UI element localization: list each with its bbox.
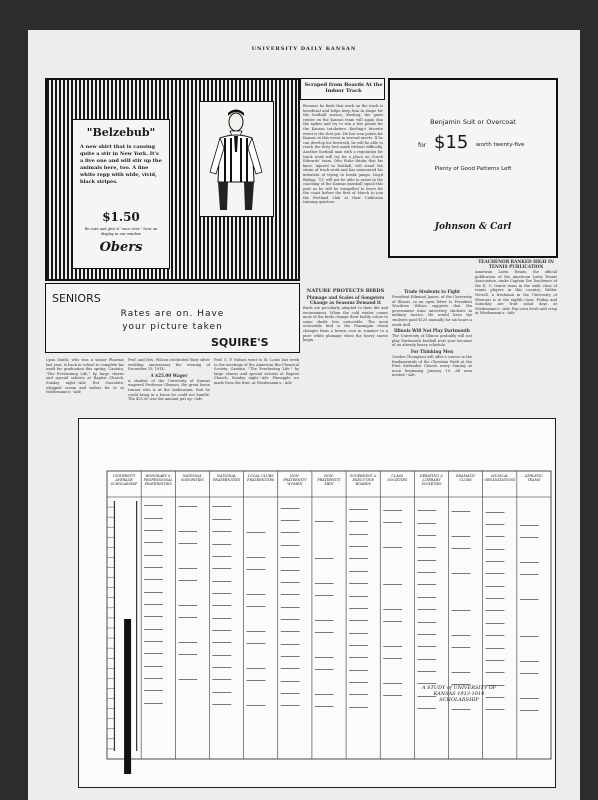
chart-entry-mark (417, 634, 436, 635)
chart-entry-mark (178, 543, 197, 544)
chart-entry-mark (349, 694, 368, 695)
chart-column-label: ATHLETIC TEAMS (524, 474, 544, 482)
chart-entry-mark (452, 610, 471, 611)
chart-entry-mark (144, 678, 163, 679)
birds-title: NATURE PROTECTS BIRDS (306, 288, 385, 294)
chart-entry-mark (417, 646, 436, 647)
chart-entry-mark (486, 610, 505, 611)
chart-entry-mark (178, 654, 197, 655)
chart-entry-mark (178, 605, 197, 606)
chart-entry-mark (144, 579, 163, 580)
chart-entry-mark (178, 568, 197, 569)
scale-line (136, 501, 137, 751)
chart-column-label: NATIONAL SORORITIES (181, 474, 204, 482)
seniors-title: SENIORS (52, 292, 101, 305)
news-column-middle (392, 288, 472, 408)
chart-column-label: LOCAL CLUBS FRATERNITIES (247, 474, 275, 482)
chart-entry-mark (315, 706, 334, 707)
chart-entry-mark (452, 573, 471, 574)
teachenor-article (475, 258, 557, 408)
chart-entry-mark (349, 682, 368, 683)
chart-entry-mark (486, 561, 505, 562)
chart-entry-mark (144, 703, 163, 704)
chart-entry-mark (144, 616, 163, 617)
chart-entry-mark (212, 506, 231, 507)
chart-entry-mark (315, 521, 334, 522)
chart-entry-mark (383, 522, 402, 523)
chart-entry-mark (349, 608, 368, 609)
chart-entry-mark (349, 546, 368, 547)
chart-column-label: DRAMATIC CLUBS (455, 474, 476, 482)
chart-entry-mark (247, 680, 266, 681)
newspaper-page (28, 30, 580, 800)
chart-entry-mark (212, 605, 231, 606)
chart-entry-mark (452, 709, 471, 710)
chart-entry-mark (281, 607, 300, 608)
chart-entry-mark (383, 658, 402, 659)
chart-entry-mark (486, 623, 505, 624)
chart-entry-mark (486, 512, 505, 513)
chart-entry-mark (349, 633, 368, 634)
chart-entry-mark (417, 622, 436, 623)
chart-entry-mark (383, 621, 402, 622)
benjamin-price: $15 (434, 132, 469, 153)
chart-entry-mark (178, 617, 197, 618)
teachenor-body: American Lawn Tennis, the official publication of the American Lawn Tennis Association, ranks Captain Dix Teachenor of the K. U. tennis team in the sixth class of tennis players in this country. Walter Newell, a freshman in the University of Missouri is in the eighth class. Friday and Saturday are fruit salad days at Wiedemann's.--Adv. Pop-corn fresh and crisp at Wiedemann's.--Adv. (475, 270, 557, 316)
chart-entry-mark (212, 692, 231, 693)
chart-entry-mark (144, 592, 163, 593)
chart-entry-mark (212, 618, 231, 619)
chart-entry-mark (349, 645, 368, 646)
chart-column-label: NON-FRATERNITY MEN (317, 474, 341, 486)
chart-column-label: GOVERNING & EXECUTIVE BOARDS (349, 474, 377, 486)
chart-entry-mark (486, 536, 505, 537)
birds-subtitle: Plumage and Scales of Songsters Change as Seasons Demand It (306, 295, 385, 305)
chart-entry-mark (383, 510, 402, 511)
chart-entry-mark (247, 594, 266, 595)
chart-entry-mark (144, 666, 163, 667)
chart-entry-mark (144, 518, 163, 519)
chart-entry-mark (281, 631, 300, 632)
chart-entry-mark (281, 582, 300, 583)
benjamin-worth: worth twenty-five (476, 142, 525, 148)
chart-entry-mark (315, 632, 334, 633)
chart-column-label: CLASS SOCIETIES (387, 474, 408, 482)
boards-article-title: Scraped from Boards At the Indoor Track (304, 82, 383, 94)
chart-entry-mark (417, 683, 436, 684)
chart-entry-mark (520, 710, 539, 711)
belzebub-body: A new shirt that is causing quite a stir in New York. It's a live one and will stir up the animals here, too. A fine white repp with wide, vivid, black stripes. (80, 144, 162, 185)
chart-entry-mark (417, 523, 436, 524)
chart-entry-mark (281, 594, 300, 595)
chart-entry-mark (417, 535, 436, 536)
chart-entry-mark (452, 635, 471, 636)
chart-entry-mark (281, 532, 300, 533)
seniors-line1: Rates are on. Have (120, 309, 225, 319)
chart-entry-mark (349, 534, 368, 535)
chart-entry-mark (349, 521, 368, 522)
chart-entry-mark (144, 641, 163, 642)
chart-entry-mark (417, 671, 436, 672)
chart-entry-mark (212, 630, 231, 631)
belzebub-ad-panel (72, 119, 170, 269)
chart-entry-mark (486, 635, 505, 636)
trade-title: Trade Students to Fight (404, 289, 460, 294)
chart-entry-mark (281, 681, 300, 682)
chart-entry-mark (486, 573, 505, 574)
chart-entry-mark (315, 595, 334, 596)
chart-entry-mark (383, 683, 402, 684)
chart-entry-mark (417, 597, 436, 598)
chart-entry-mark (452, 511, 471, 512)
chart-entry-mark (212, 556, 231, 557)
chart-entry-mark (212, 581, 231, 582)
lower-column-3: Prof. C. F. Nelson went to St. Louis last week to the meetings of the American Bio-Chemical Society. Cantata, "The Everlasting Life," by large chorus and special soloists at Baptist Church, Sunday night.--Adv. Pineapple ice made from the fruit, at Wiedemann's.--Adv. (214, 358, 299, 385)
wager-title: A $25.00 Wager (150, 372, 188, 378)
chart-column-label: NON-FRATERNITY WOMEN (283, 474, 307, 486)
chart-entry-mark (520, 525, 539, 526)
chart-entry-mark (281, 668, 300, 669)
chart-entry-mark (417, 547, 436, 548)
chart-entry-mark (281, 520, 300, 521)
scale-line (114, 501, 115, 751)
chart-entry-mark (281, 656, 300, 657)
chart-entry-mark (212, 655, 231, 656)
chart-entry-mark (247, 532, 266, 533)
chart-entry-mark (212, 679, 231, 680)
chart-entry-mark (452, 536, 471, 537)
chart-entry-mark (349, 620, 368, 621)
chart-column-label: NATIONAL FRATERNITIES (212, 474, 241, 482)
chart-entry-mark (486, 648, 505, 649)
chart-title: A STUDY of UNIVERSITY OF KANSAS 1913-1914 SCHOLARSHIP (421, 685, 497, 703)
chart-entry-mark (417, 708, 436, 709)
chart-entry-mark (486, 524, 505, 525)
chart-entry-mark (281, 693, 300, 694)
chart-column-label: HONORARY & PROFESSIONAL FRATERNITIES (143, 474, 173, 486)
chart-entry-mark (383, 695, 402, 696)
chart-entry-mark (349, 670, 368, 671)
chart-entry-mark (247, 569, 266, 570)
chart-entry-mark (486, 660, 505, 661)
benjamin-ad (388, 78, 558, 258)
boards-article-body: Because he finds that work on the track is beneficial and helps keep him in shape for the football season, Keeling, the giant center on the Kansas team will again don the spikes and try to win a few points for the Kansas tracksters. Keeling's favorite event is the shot put. He has won points for Kansas in this event in several meets. If he can develop his footwork, he will be able to reach the forty foot mark without difficulty. Another football man with a reputation for track work will try for a place on Coach Edwards' team. Otto Fiske thinks that his knee, injured in football, will stand the strain of track work and has announced his intention of trying to break jumps. Lloyd Bishop, '13, will not be able to assist in the coaching of the Kansas baseball squad this year as he will be compelled to leave for the coast before the first of March to join the Portland club at their California training quarters. (303, 104, 383, 205)
chart-entry-mark (349, 571, 368, 572)
chart-entry-mark (247, 668, 266, 669)
chart-entry-mark (486, 586, 505, 587)
belzebub-fine-print: Be sure and give it "once over." Now on display in our window (84, 227, 158, 236)
chart-column-label: MUSICAL ORGANIZATIONS (484, 474, 516, 482)
chart-entry-mark (486, 672, 505, 673)
lower-column-2 (128, 358, 210, 413)
chart-entry-mark (520, 698, 539, 699)
chart-entry-mark (315, 558, 334, 559)
university-average-bar (124, 619, 131, 774)
chart-entry-mark (520, 673, 539, 674)
wager-body: A student of the University of Kansas wagered Professor Gleason, the great horse trainer who is at the Auditorium, that he could bring in a horse he could not handle. The $25.00 was the amount put up.--Adv. (128, 378, 210, 402)
chart-entry-mark (144, 555, 163, 556)
man-in-shirt-icon (200, 102, 273, 216)
chart-entry-mark (144, 653, 163, 654)
chart-entry-mark (520, 537, 539, 538)
teachenor-title: TEACHENOR RANKED HIGH IN TENNIS PUBLICATION (478, 259, 554, 269)
chart-entry-mark (212, 531, 231, 532)
trade-body: President Edmund James, of the University of Illinois, in an open letter to President Woodrow Wilson suggests that the government train university students in military tactics. He would have the students paid $120 annually for six hours a week drill. (392, 295, 472, 327)
chart-entry-mark (178, 531, 197, 532)
chart-entry-mark (212, 519, 231, 520)
belzebub-price: $1.50 (102, 210, 140, 224)
chart-entry-mark (417, 609, 436, 610)
chart-entry-mark (281, 508, 300, 509)
benjamin-line2: Plenty of Good Patterns Left (434, 166, 512, 172)
chart-entry-mark (247, 606, 266, 607)
chart-entry-mark (520, 636, 539, 637)
chart-entry-mark (315, 657, 334, 658)
chart-entry-mark (144, 567, 163, 568)
benjamin-title: Benjamin Suit or Overcoat (430, 118, 516, 126)
illini-body: The University of Illinois probably will not play Dartmouth football next year because of an already heavy schedule. (392, 334, 472, 348)
chart-entry-mark (212, 544, 231, 545)
thinking-title: For Thinking Men (410, 348, 454, 354)
chart-entry-mark (281, 619, 300, 620)
belzebub-title: "Belzebub" (86, 126, 156, 139)
chart-column-label: UNIVERSITY AVERAGE SCHOLARSHIP (110, 474, 138, 486)
chart-entry-mark (212, 667, 231, 668)
chart-entry-mark (349, 583, 368, 584)
chart-entry-mark (212, 593, 231, 594)
birds-article (303, 288, 388, 408)
chart-entry-mark (349, 596, 368, 597)
chart-entry-mark (144, 542, 163, 543)
chart-entry-mark (417, 584, 436, 585)
chart-entry-mark (144, 629, 163, 630)
chart-entry-mark (247, 631, 266, 632)
chart-entry-mark (486, 549, 505, 550)
chart-entry-mark (315, 694, 334, 695)
chart-entry-mark (212, 642, 231, 643)
chart-entry-mark (520, 562, 539, 563)
chart-entry-mark (281, 705, 300, 706)
chart-entry-mark (281, 557, 300, 558)
boards-article-head-box (300, 78, 385, 100)
chart-entry-mark (315, 583, 334, 584)
chart-entry-mark (520, 599, 539, 600)
wilcox-body: Prof. and Mrs. Wilcox celebrated their silver wedding anniversary the evening of December 19, 1914. (128, 358, 210, 372)
chart-entry-mark (520, 661, 539, 662)
chart-entry-mark (144, 530, 163, 531)
squires-logo: SQUIRE'S (211, 336, 269, 349)
chart-entry-mark (417, 659, 436, 660)
chart-entry-mark (417, 572, 436, 573)
chart-entry-mark (383, 584, 402, 585)
chart-entry-mark (315, 620, 334, 621)
chart-entry-mark (383, 547, 402, 548)
chart-entry-mark (349, 509, 368, 510)
chart-entry-mark (486, 709, 505, 710)
chart-entry-mark (212, 704, 231, 705)
chart-entry-mark (178, 679, 197, 680)
thinking-body: Gordon Thompson will offer a course in the fundamentals of the Christian Faith at the First Methodist Church every Sunday at noon beginning January 10. All men invited.--Adv. (392, 354, 472, 378)
chart-entry-mark (452, 647, 471, 648)
johnson-carl-logo: Johnson & Carl (434, 222, 512, 232)
seniors-ad (45, 283, 300, 353)
chart-entry-mark (144, 505, 163, 506)
chart-entry-mark (144, 690, 163, 691)
birds-body: Birds are peculiarly adapted to their life and environment. When the cold winter comes most of the birds change their bodily colors to some shade less noticeable. The most noticeable bird is the Ptarmigan which changes from a brown coat in summer to a pure white plumage when the heavy snows begin. (303, 306, 388, 343)
chart-entry-mark (144, 604, 163, 605)
chart-entry-mark (247, 557, 266, 558)
chart-entry-mark (281, 545, 300, 546)
chart-entry-mark (349, 657, 368, 658)
chart-entry-mark (417, 560, 436, 561)
chart-entry-mark (520, 574, 539, 575)
chart-entry-mark (281, 644, 300, 645)
chart-entry-mark (212, 568, 231, 569)
chart-entry-mark (315, 669, 334, 670)
belzebub-ad (45, 78, 300, 281)
man-illustration (199, 101, 274, 217)
chart-column-label: DEBATING & LITERARY SOCIETIES (419, 474, 444, 486)
benjamin-for: for (418, 142, 427, 149)
seniors-line2: your picture taken (122, 322, 223, 332)
chart-entry-mark (452, 548, 471, 549)
chart-entry-mark (247, 705, 266, 706)
chart-entry-mark (417, 510, 436, 511)
chart-frame (107, 471, 551, 759)
chart-entry-mark (178, 506, 197, 507)
chart-entry-mark (247, 643, 266, 644)
chart-entry-mark (383, 609, 402, 610)
running-head: UNIVERSITY DAILY KANSAN (251, 46, 357, 52)
chart-entry-mark (452, 672, 471, 673)
chart-entry-mark (486, 598, 505, 599)
chart-entry-mark (281, 570, 300, 571)
chart-entry-mark (349, 558, 368, 559)
chart-entry-mark (383, 646, 402, 647)
lower-column-1: Lynn Smith, who was a senior Pharmic last year, is back in school to complete his work for graduation this spring. Cantata, "The Everlasting Life," by large chorus and special soloists at Baptist Church, Sunday night.--Adv. Hot chocolate, whipped cream and wafers for 5c at Wiedemann's.--Adv. (46, 358, 124, 395)
chart-entry-mark (178, 642, 197, 643)
chart-entry-mark (178, 580, 197, 581)
chart-entry-mark (349, 707, 368, 708)
illini-title: Illinois Will Not Play Dartmouth (394, 328, 470, 334)
obers-logo: Obers (99, 240, 143, 255)
scholarship-chart (78, 418, 556, 788)
